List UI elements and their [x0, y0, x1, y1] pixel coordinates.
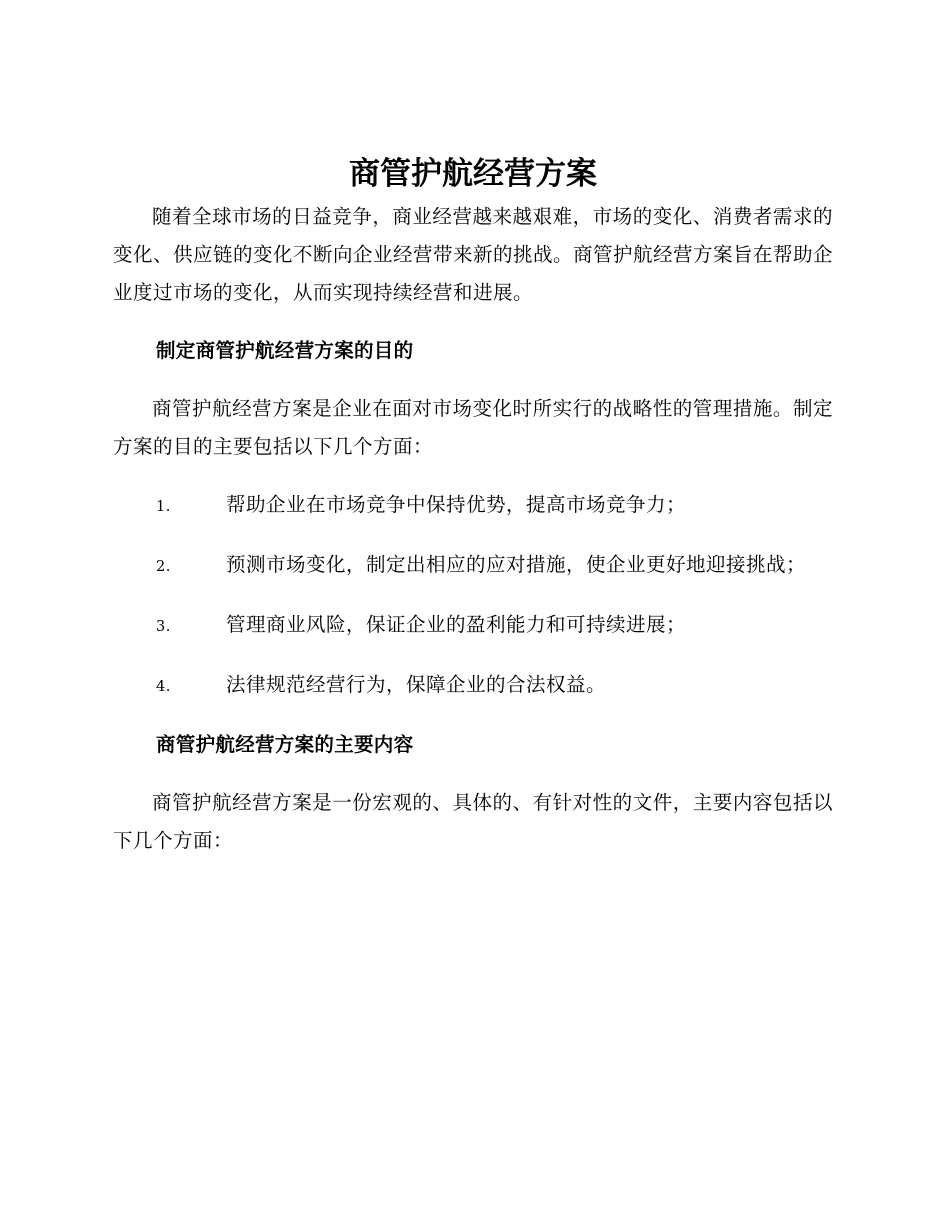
spacer — [113, 706, 833, 726]
spacer — [113, 526, 833, 546]
list-item-text: 管理商业风险，保证企业的盈利能力和可持续进展； — [226, 613, 687, 636]
document-content — [113, 150, 833, 860]
list-item — [113, 666, 833, 706]
list-item — [113, 486, 833, 526]
list-item-number: 1. — [156, 499, 171, 515]
spacer — [113, 586, 833, 606]
spacer — [113, 370, 833, 390]
spacer — [113, 466, 833, 486]
list-item-number: 4. — [156, 679, 171, 695]
document-title: 商管护航经营方案 — [349, 156, 597, 192]
intro-paragraph: 随着全球市场的日益竞争，商业经营越来越艰难，市场的变化、消费者需求的变化、供应链的变化不断向企业经营带来新的挑战。商管护航经营方案旨在帮助企业度过市场的变化，从而实现持续经营和进展。 — [113, 205, 834, 304]
section-heading-purpose: 制定商管护航经营方案的目的 — [156, 339, 414, 362]
spacer — [113, 764, 833, 784]
list-item-number: 3. — [156, 619, 171, 635]
list-item — [113, 606, 833, 646]
list-item-text: 法律规范经营行为，保障企业的合法权益。 — [226, 673, 607, 696]
content-paragraph: 商管护航经营方案是一份宏观的、具体的、有针对性的文件，主要内容包括以下几个方面： — [113, 791, 833, 852]
list-item — [113, 546, 833, 586]
spacer — [113, 646, 833, 666]
list-item-text: 预测市场变化，制定出相应的应对措施，使企业更好地迎接挑战； — [226, 553, 807, 576]
spacer — [113, 312, 833, 332]
purpose-list — [113, 486, 833, 706]
purpose-paragraph: 商管护航经营方案是企业在面对市场变化时所实行的战略性的管理措施。制定方案的目的主要包括以下几个方面： — [113, 397, 833, 458]
section-heading-content: 商管护航经营方案的主要内容 — [156, 733, 414, 756]
list-item-number: 2. — [156, 559, 171, 575]
list-item-text: 帮助企业在市场竞争中保持优势，提高市场竞争力； — [226, 493, 687, 516]
